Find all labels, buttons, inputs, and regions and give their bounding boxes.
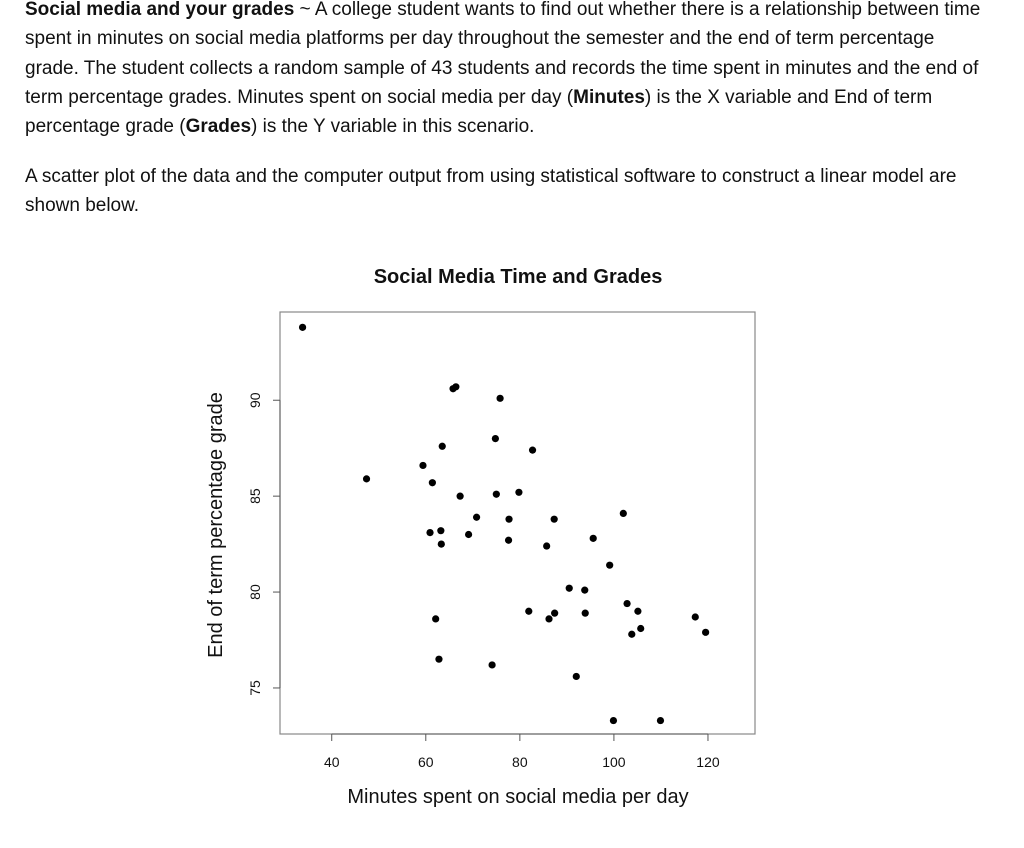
data-point bbox=[702, 629, 709, 636]
data-point bbox=[505, 516, 512, 523]
data-point bbox=[496, 395, 503, 402]
minutes-variable: Minutes bbox=[573, 86, 645, 108]
data-point bbox=[581, 587, 588, 594]
data-points bbox=[299, 324, 709, 724]
data-point bbox=[610, 717, 617, 724]
data-point bbox=[692, 613, 699, 620]
heading-separator: ~ bbox=[294, 0, 315, 20]
data-point bbox=[452, 383, 459, 390]
data-point bbox=[489, 661, 496, 668]
data-point bbox=[590, 535, 597, 542]
data-point bbox=[529, 447, 536, 454]
grades-variable: Grades bbox=[185, 116, 252, 138]
intro-text-1: A college student wants to find out whether there is a relationship between time spent in minutes on social media platforms per day throughout the semester and the end of term percentage grade. The student collects a random sample of 43 students and records the time spent in minutes and the end of term percentage grades. Minutes spent on social media per day ( bbox=[25, 0, 981, 108]
data-point bbox=[634, 608, 641, 615]
data-point bbox=[437, 527, 444, 534]
data-point bbox=[299, 324, 306, 331]
data-point bbox=[457, 493, 464, 500]
x-tick-label: 40 bbox=[323, 754, 340, 770]
data-point bbox=[637, 625, 644, 632]
x-tick-label: 80 bbox=[512, 754, 528, 770]
data-point bbox=[473, 514, 480, 521]
y-tick-label: 75 bbox=[247, 680, 263, 696]
data-point bbox=[566, 585, 573, 592]
data-point bbox=[525, 608, 532, 615]
data-point bbox=[432, 615, 439, 622]
chart-title: Social Media Time and Grades bbox=[373, 266, 663, 288]
data-point bbox=[505, 537, 512, 544]
x-tick-label: 100 bbox=[602, 754, 626, 770]
data-point bbox=[438, 541, 445, 548]
data-point bbox=[620, 510, 627, 517]
data-point bbox=[492, 435, 499, 442]
x-axis-title: Minutes spent on social media per day bbox=[347, 786, 689, 808]
data-point bbox=[623, 600, 630, 607]
y-tick-label: 85 bbox=[247, 488, 263, 504]
plot-frame bbox=[280, 312, 755, 734]
y-tick-label: 80 bbox=[247, 584, 263, 600]
data-point bbox=[606, 562, 613, 569]
data-point bbox=[628, 631, 635, 638]
data-point bbox=[573, 673, 580, 680]
data-point bbox=[435, 656, 442, 663]
data-point bbox=[465, 531, 472, 538]
data-point bbox=[551, 516, 558, 523]
problem-heading: Social media and your grades bbox=[25, 0, 295, 20]
data-point bbox=[493, 491, 500, 498]
data-point bbox=[439, 443, 446, 450]
data-point bbox=[657, 717, 664, 724]
intro-text-3: ) is the Y variable in this scenario. bbox=[251, 116, 535, 138]
y-tick-label: 90 bbox=[247, 392, 263, 409]
data-point bbox=[543, 542, 550, 549]
data-point bbox=[515, 489, 522, 496]
data-point bbox=[545, 615, 552, 622]
data-point bbox=[363, 475, 370, 482]
data-point bbox=[429, 479, 436, 486]
x-axis bbox=[324, 734, 720, 770]
x-tick-label: 120 bbox=[696, 754, 720, 770]
y-axis bbox=[247, 392, 280, 696]
x-tick-label: 60 bbox=[418, 754, 434, 770]
data-point bbox=[426, 529, 433, 536]
data-point bbox=[582, 610, 589, 617]
data-point bbox=[551, 610, 558, 617]
intro-text-2: ) is the X variable and End of term percentage grade ( bbox=[25, 86, 933, 138]
data-point bbox=[419, 462, 426, 469]
chart-description: A scatter plot of the data and the computer output from using statistical software to construct a linear model are shown below. bbox=[25, 166, 957, 217]
y-axis-title: End of term percentage grade bbox=[205, 392, 227, 658]
